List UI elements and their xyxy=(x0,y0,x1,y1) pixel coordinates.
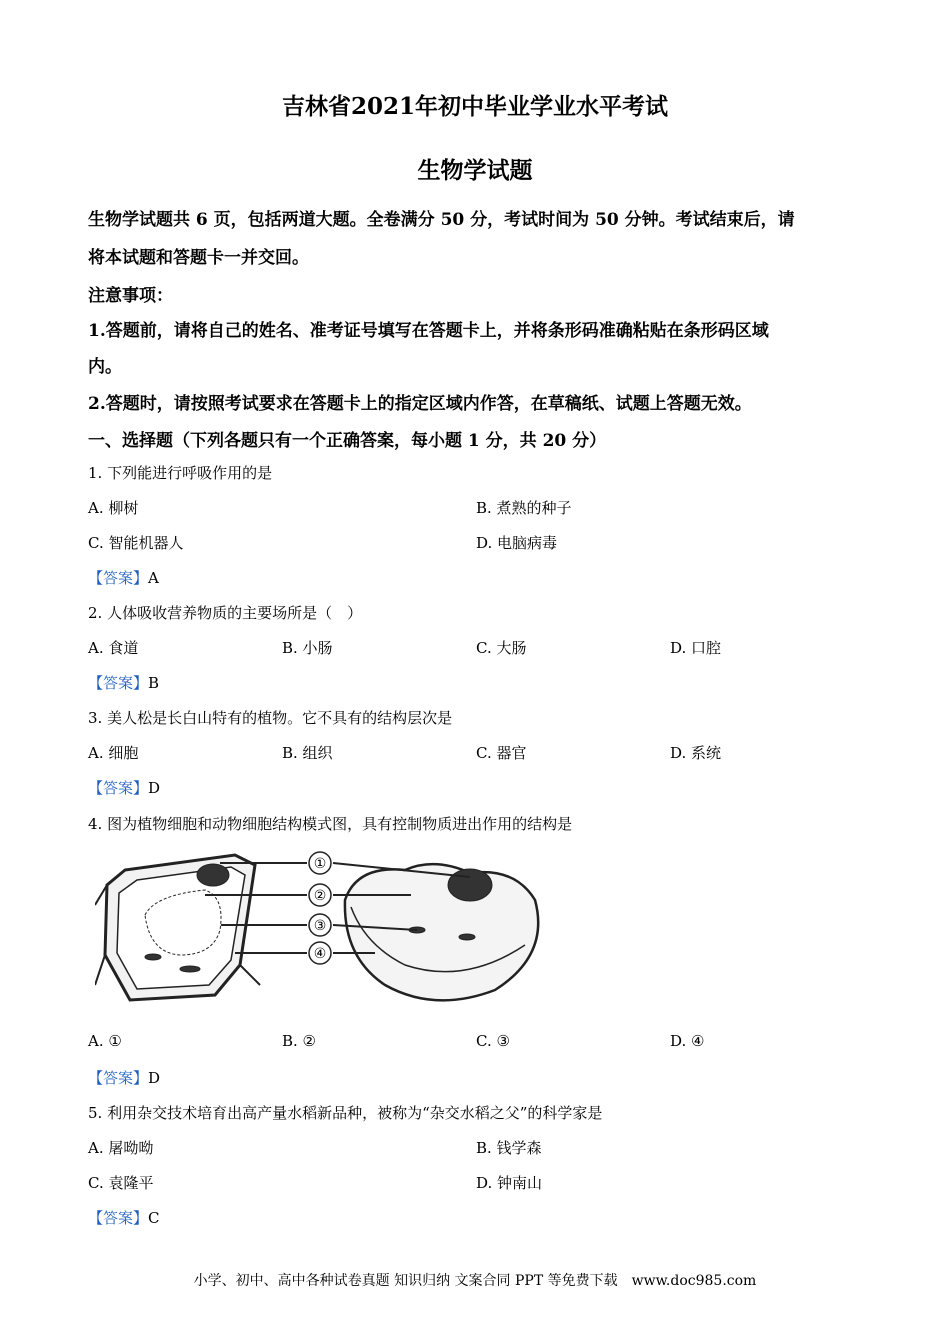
q3-option-a: A. 细胞 xyxy=(88,744,139,762)
figure-label-1: ① xyxy=(313,856,327,872)
answer-bracket: 【答案】 xyxy=(88,674,149,692)
q1-option-c: C. 智能机器人 xyxy=(88,534,184,552)
answer-bracket: 【答案】 xyxy=(88,1069,149,1087)
answer-value: A xyxy=(148,569,159,587)
q5-option-d: D. 钟南山 xyxy=(476,1174,543,1192)
exam-subtitle: 生物学试题 xyxy=(417,157,533,184)
q1-option-b: B. 煮熟的种子 xyxy=(476,499,572,517)
q5-option-a: A. 屠呦呦 xyxy=(88,1139,154,1157)
q4-option-a: A. ① xyxy=(88,1032,122,1050)
intro-line-1: 生物学试题共 6 页，包括两道大题。全卷满分 50 分，考试时间为 50 分钟。考试结束后，请 xyxy=(88,210,795,230)
q2-option-c: C. 大肠 xyxy=(476,639,527,657)
exam-title: 吉林省2021年初中毕业学业水平考试 xyxy=(281,93,668,120)
question-3-stem: 3. 美人松是长白山特有的植物。它不具有的结构层次是 xyxy=(88,709,453,727)
plant-cell xyxy=(95,855,260,1000)
question-1-stem: 1. 下列能进行呼吸作用的是 xyxy=(88,464,273,482)
q4-option-b: B. ② xyxy=(282,1032,317,1050)
q3-option-d: D. 系统 xyxy=(670,744,722,762)
q4-answer xyxy=(88,1067,160,1088)
q3-option-b: B. 组织 xyxy=(282,744,333,762)
q2-option-a: A. 食道 xyxy=(88,639,139,657)
cell-diagram xyxy=(95,845,555,1010)
answer-value: C xyxy=(148,1209,160,1227)
answer-value: D xyxy=(148,779,161,797)
notice-heading: 注意事项： xyxy=(88,286,173,306)
notice-1-line-1: 1.答题前，请将自己的姓名、准考证号填写在答题卡上，并将条形码准确粘贴在条形码区域 xyxy=(88,321,769,341)
answer-value: D xyxy=(148,1069,161,1087)
q3-option-c: C. 器官 xyxy=(476,744,527,762)
q2-answer xyxy=(88,672,159,693)
q5-option-c: C. 袁隆平 xyxy=(88,1174,154,1192)
q3-answer xyxy=(88,777,160,798)
q5-option-b: B. 钱学森 xyxy=(476,1139,542,1157)
notice-2: 2.答题时，请按照考试要求在答题卡上的指定区域内作答，在草稿纸、试题上答题无效。 xyxy=(88,394,752,414)
q2-option-b: B. 小肠 xyxy=(282,639,333,657)
answer-bracket: 【答案】 xyxy=(88,1209,149,1227)
intro-line-2: 将本试题和答题卡一并交回。 xyxy=(88,248,309,268)
q2-option-d: D. 口腔 xyxy=(670,639,722,657)
question-4-stem: 4. 图为植物细胞和动物细胞结构模式图，具有控制物质进出作用的结构是 xyxy=(88,815,573,833)
notice-1-line-2: 内。 xyxy=(88,357,122,377)
answer-value: B xyxy=(148,674,160,692)
q5-answer xyxy=(88,1207,160,1228)
question-2-stem: 2. 人体吸收营养物质的主要场所是（ ） xyxy=(88,604,363,622)
figure-label-4: ④ xyxy=(313,946,327,962)
q4-option-d: D. ④ xyxy=(670,1032,705,1050)
answer-bracket: 【答案】 xyxy=(88,569,149,587)
section-1-heading: 一、选择题（下列各题只有一个正确答案，每小题 1 分，共 20 分） xyxy=(88,431,607,451)
figure-label-2: ② xyxy=(313,888,327,904)
q1-option-a: A. 柳树 xyxy=(88,499,139,517)
page-footer: 小学、初中、高中各种试卷真题 知识归纳 文案合同 PPT 等免费下载 www.doc985.com xyxy=(193,1273,757,1289)
q1-option-d: D. 电脑病毒 xyxy=(476,534,558,552)
question-5-stem: 5. 利用杂交技术培育出高产量水稻新品种，被称为“杂交水稻之父”的科学家是 xyxy=(88,1104,603,1122)
figure-labels xyxy=(309,852,331,964)
q4-option-c: C. ③ xyxy=(476,1032,510,1050)
animal-cell xyxy=(345,864,538,1000)
figure-label-3: ③ xyxy=(313,918,327,934)
q1-answer xyxy=(88,567,159,588)
answer-bracket: 【答案】 xyxy=(88,779,149,797)
